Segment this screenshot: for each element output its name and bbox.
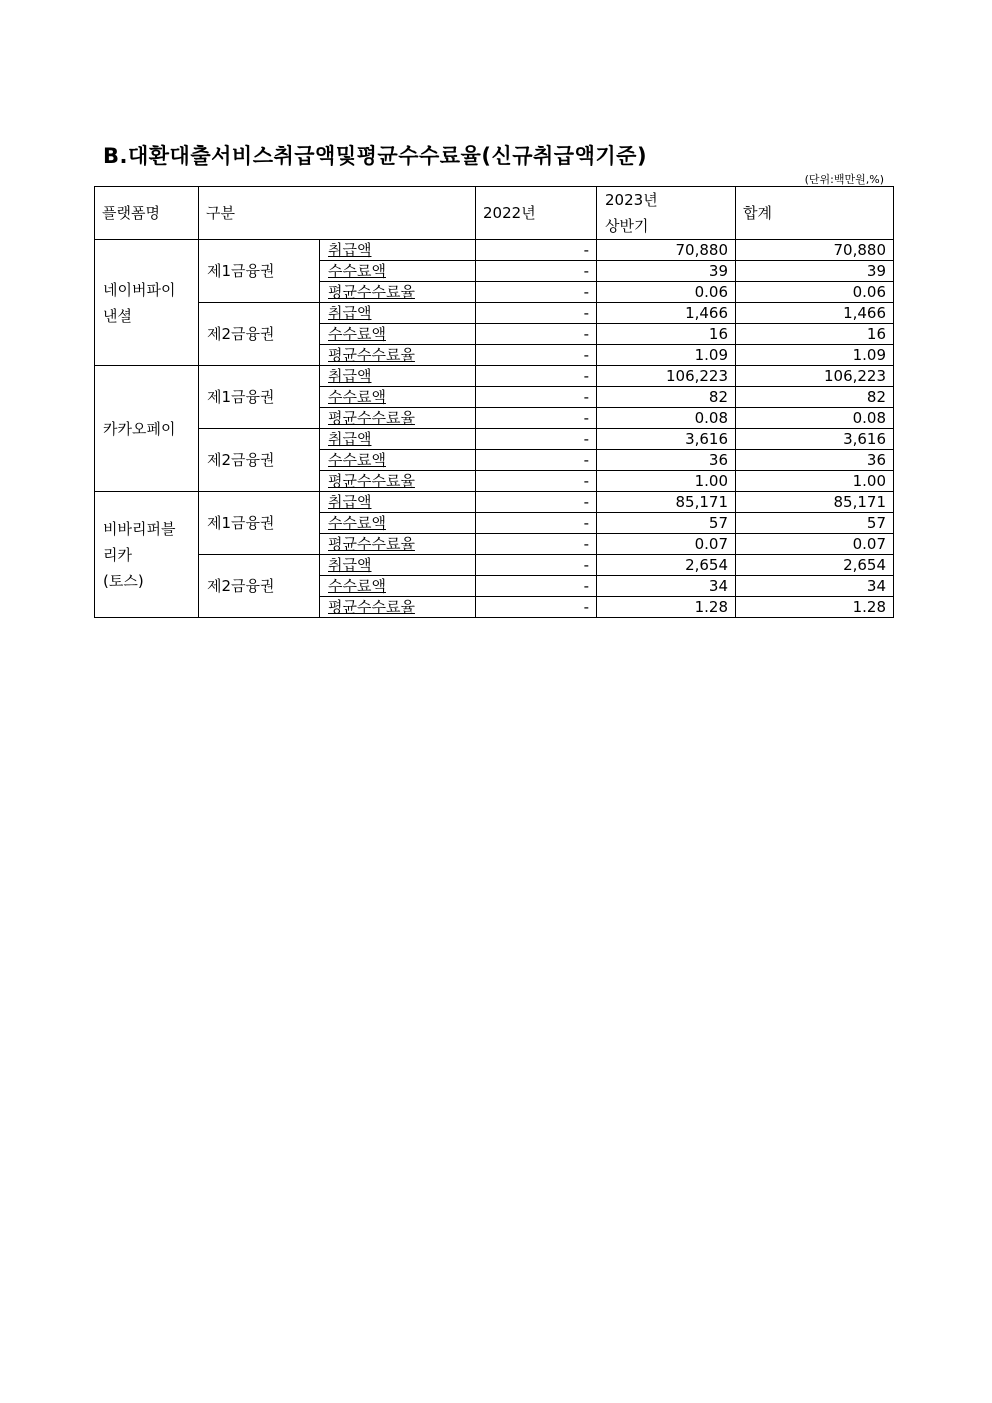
table-row	[95, 429, 894, 450]
platform-name-line: 비바리퍼블	[103, 519, 176, 538]
platform-name-line: (토스)	[103, 571, 144, 590]
value-total-cell: 1.28	[736, 597, 894, 618]
metric-cell	[320, 555, 476, 576]
value-total-cell: 1,466	[736, 303, 894, 324]
value-total-cell: 34	[736, 576, 894, 597]
value-2022-cell: -	[476, 324, 597, 345]
table-row	[95, 240, 894, 261]
platform-name-cell	[95, 366, 199, 492]
tier-cell: 제2금융권	[199, 303, 320, 366]
tier-cell: 제1금융권	[199, 366, 320, 429]
value-total-cell: 106,223	[736, 366, 894, 387]
metric-label: 취급액	[328, 493, 372, 511]
metric-cell	[320, 366, 476, 387]
platform-name-line: 카카오페이	[103, 419, 176, 438]
value-2022-cell: -	[476, 240, 597, 261]
metric-label: 취급액	[328, 430, 372, 448]
value-2022-cell: -	[476, 408, 597, 429]
metric-label: 수수료액	[328, 262, 386, 280]
value-2023-h1-cell: 39	[597, 261, 736, 282]
tier-cell: 제1금융권	[199, 240, 320, 303]
metric-cell	[320, 471, 476, 492]
metric-cell	[320, 492, 476, 513]
platform-name-line: 네이버파이	[103, 280, 176, 299]
document-title: B.대환대출서비스취급액및평균수수료율(신규취급액기준)	[103, 144, 648, 168]
metric-label: 취급액	[328, 556, 372, 574]
platform-name-cell	[95, 492, 199, 618]
value-2022-cell: -	[476, 597, 597, 618]
loan-fee-table	[94, 186, 894, 618]
metric-cell	[320, 303, 476, 324]
metric-label: 수수료액	[328, 514, 386, 532]
metric-label: 수수료액	[328, 577, 386, 595]
value-total-cell: 3,616	[736, 429, 894, 450]
tier-cell: 제1금융권	[199, 492, 320, 555]
metric-cell	[320, 597, 476, 618]
tier-cell: 제2금융권	[199, 429, 320, 492]
value-total-cell: 39	[736, 261, 894, 282]
metric-label: 취급액	[328, 304, 372, 322]
value-2022-cell: -	[476, 429, 597, 450]
value-2023-h1-cell: 2,654	[597, 555, 736, 576]
metric-label: 취급액	[328, 241, 372, 259]
metric-cell	[320, 429, 476, 450]
metric-cell	[320, 324, 476, 345]
value-2023-h1-cell: 3,616	[597, 429, 736, 450]
value-2023-h1-cell: 106,223	[597, 366, 736, 387]
value-2023-h1-cell: 82	[597, 387, 736, 408]
value-2023-h1-cell: 0.07	[597, 534, 736, 555]
metric-cell	[320, 345, 476, 366]
metric-label: 평균수수료율	[328, 346, 415, 364]
metric-label: 수수료액	[328, 325, 386, 343]
header-2023-h1	[597, 187, 736, 240]
metric-label: 평균수수료율	[328, 472, 415, 490]
value-total-cell: 1.09	[736, 345, 894, 366]
platform-name-cell	[95, 240, 199, 366]
value-total-cell: 2,654	[736, 555, 894, 576]
value-2023-h1-cell: 34	[597, 576, 736, 597]
value-2022-cell: -	[476, 534, 597, 555]
table-row	[95, 555, 894, 576]
metric-cell	[320, 513, 476, 534]
unit-note: (단위:백만원,%)	[804, 173, 884, 186]
header-total: 합계	[736, 187, 894, 240]
metric-label: 평균수수료율	[328, 535, 415, 553]
metric-cell	[320, 450, 476, 471]
metric-cell	[320, 261, 476, 282]
value-2022-cell: -	[476, 387, 597, 408]
metric-label: 평균수수료율	[328, 283, 415, 301]
table-header-row	[95, 187, 894, 240]
value-total-cell: 0.06	[736, 282, 894, 303]
metric-cell	[320, 408, 476, 429]
metric-label: 평균수수료율	[328, 409, 415, 427]
metric-cell	[320, 576, 476, 597]
value-2023-h1-cell: 0.08	[597, 408, 736, 429]
header-2023-line1: 2023년	[605, 191, 658, 209]
metric-label: 취급액	[328, 367, 372, 385]
header-category: 구분	[199, 187, 476, 240]
platform-name-line: 낸셜	[103, 306, 132, 325]
value-total-cell: 36	[736, 450, 894, 471]
value-2022-cell: -	[476, 576, 597, 597]
value-2023-h1-cell: 1.09	[597, 345, 736, 366]
header-2023-line2: 상반기	[605, 217, 649, 235]
value-total-cell: 57	[736, 513, 894, 534]
value-total-cell: 70,880	[736, 240, 894, 261]
value-2022-cell: -	[476, 555, 597, 576]
value-2023-h1-cell: 16	[597, 324, 736, 345]
value-2022-cell: -	[476, 261, 597, 282]
header-platform: 플랫폼명	[95, 187, 199, 240]
value-2022-cell: -	[476, 282, 597, 303]
value-total-cell: 1.00	[736, 471, 894, 492]
value-total-cell: 85,171	[736, 492, 894, 513]
table-row	[95, 303, 894, 324]
value-2023-h1-cell: 1,466	[597, 303, 736, 324]
value-2022-cell: -	[476, 450, 597, 471]
value-2023-h1-cell: 36	[597, 450, 736, 471]
value-2022-cell: -	[476, 492, 597, 513]
value-2023-h1-cell: 1.28	[597, 597, 736, 618]
value-2022-cell: -	[476, 345, 597, 366]
table-row	[95, 492, 894, 513]
value-total-cell: 16	[736, 324, 894, 345]
header-2022: 2022년	[476, 187, 597, 240]
value-2022-cell: -	[476, 471, 597, 492]
metric-label: 평균수수료율	[328, 598, 415, 616]
table-row	[95, 366, 894, 387]
platform-name-line: 리카	[103, 545, 132, 564]
metric-cell	[320, 534, 476, 555]
table-body	[95, 240, 894, 618]
value-2023-h1-cell: 57	[597, 513, 736, 534]
value-total-cell: 0.07	[736, 534, 894, 555]
value-2023-h1-cell: 0.06	[597, 282, 736, 303]
metric-cell	[320, 240, 476, 261]
metric-label: 수수료액	[328, 388, 386, 406]
value-total-cell: 82	[736, 387, 894, 408]
metric-cell	[320, 282, 476, 303]
value-2023-h1-cell: 85,171	[597, 492, 736, 513]
value-total-cell: 0.08	[736, 408, 894, 429]
value-2022-cell: -	[476, 366, 597, 387]
value-2022-cell: -	[476, 513, 597, 534]
metric-cell	[320, 387, 476, 408]
metric-label: 수수료액	[328, 451, 386, 469]
value-2022-cell: -	[476, 303, 597, 324]
value-2023-h1-cell: 1.00	[597, 471, 736, 492]
value-2023-h1-cell: 70,880	[597, 240, 736, 261]
tier-cell: 제2금융권	[199, 555, 320, 618]
